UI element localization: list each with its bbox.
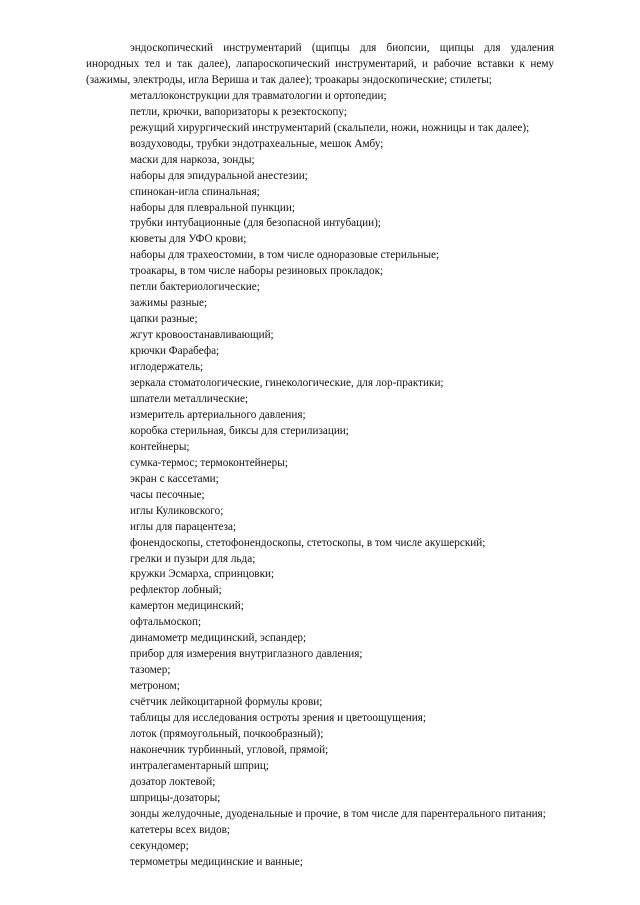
list-item: иглодержатель; [130, 361, 204, 374]
list-item: трубки интубационные (для безопасной интубации); [130, 217, 381, 230]
list-item: таблицы для исследования остроты зрения и цветоощущения; [130, 712, 427, 725]
list-item: контейнеры; [130, 440, 190, 453]
list-item: секундомер; [130, 839, 189, 852]
list-item: счётчик лейкоцитарной формулы крови; [130, 696, 323, 709]
list-item: зонды желудочные, дуоденальные и прочие, в том числе для парентерального питания; [130, 807, 546, 820]
list-item: шпатели металлические; [130, 392, 249, 405]
list-item: рефлектор лобный; [130, 584, 222, 597]
list-item: цапки разные; [130, 313, 198, 326]
list-item: термометры медицинские и ванные; [130, 855, 303, 868]
list-item: измеритель артериального давления; [130, 408, 306, 421]
list-item: динамометр медицинский, эспандер; [130, 632, 307, 645]
list-item: шприцы-дозаторы; [130, 791, 221, 804]
list-item: сумка-термос; термоконтейнеры; [130, 456, 288, 469]
list-item: эндоскопический инструментарий (щипцы для биопсии, щипцы для удаления инородных тел и так далее), лапароскопический инструментарий, и рабочие вставки к нему (зажимы, электроды, игла Вериша и так далее); троакары эндоскопические; стилеты; [86, 42, 554, 86]
list-item: металлоконструкции для травматологии и ортопедии; [130, 89, 387, 102]
list-item: камертон медицинский; [130, 600, 244, 613]
list-item: прибор для измерения внутриглазного давления; [130, 648, 363, 661]
list-item: катетеры всех видов; [130, 823, 231, 836]
list-item: иглы Куликовского; [130, 504, 224, 517]
list-item: режущий хирургический инструментарий (скальпели, ножи, ножницы и так далее); [130, 121, 530, 134]
list-item: наборы для плевральной пункции; [130, 201, 295, 214]
equipment-list [86, 41, 554, 871]
list-item: фонендоскопы, стетофонендоскопы, стетоскопы, в том числе акушерский; [130, 536, 486, 549]
list-item: коробка стерильная, биксы для стерилизации; [130, 424, 349, 437]
list-item: часы песочные; [130, 488, 205, 501]
list-item: маски для наркоза, зонды; [130, 153, 255, 166]
list-item: наборы для трахеостомии, в том числе одноразовые стерильные; [130, 249, 440, 262]
list-item: зеркала стоматологические, гинекологические, для лор-практики; [130, 377, 444, 390]
list-item: метроном; [130, 680, 180, 693]
list-item: грелки и пузыри для льда; [130, 552, 256, 565]
list-item: воздуховоды, трубки эндотрахеальные, мешок Амбу; [130, 137, 384, 150]
list-item: жгут кровоостанавливающий; [130, 329, 274, 342]
list-item: лоток (прямоугольный, почкообразный); [130, 727, 324, 740]
list-item: наконечник турбинный, угловой, прямой; [130, 743, 329, 756]
list-item: петли бактериологические; [130, 281, 260, 294]
list-item: иглы для парацентеза; [130, 520, 237, 533]
list-item: наборы для эпидуральной анестезии; [130, 169, 308, 182]
list-item: троакары, в том числе наборы резиновых прокладок; [130, 265, 384, 278]
list-item: офтальмоскоп; [130, 616, 202, 629]
list-item: интралегаментарный шприц; [130, 759, 269, 772]
list-item: экран с кассетами; [130, 472, 219, 485]
list-item: зажимы разные; [130, 297, 208, 310]
list-item: тазомер; [130, 664, 171, 677]
list-item: кружки Эсмарха, спринцовки; [130, 568, 275, 581]
list-item: дозатор локтевой; [130, 775, 216, 788]
list-item: крючки Фарабефа; [130, 345, 220, 358]
list-item: спинокан-игла спинальная; [130, 185, 260, 198]
list-item: кюветы для УФО крови; [130, 233, 247, 246]
list-item: петли, крючки, вапоризаторы к резектоскопу; [130, 105, 347, 118]
